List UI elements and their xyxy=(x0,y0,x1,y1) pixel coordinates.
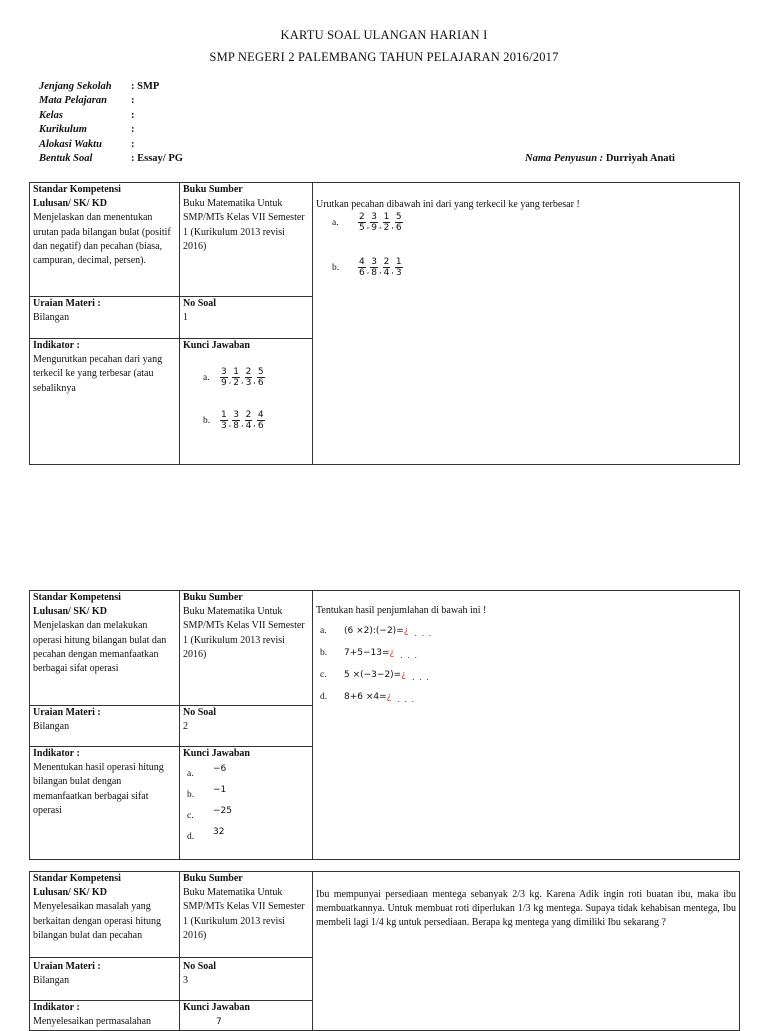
uraian-cell: Uraian Materi : Bilangan xyxy=(33,961,101,987)
meta-kelas: Kelas : xyxy=(39,109,135,121)
question-cell xyxy=(316,198,736,278)
question-text: Tentukan hasil penjumlahan di bawah ini ! xyxy=(316,605,487,616)
meta-jenjang: Jenjang Sekolah : SMP xyxy=(39,81,160,92)
answer-item: c. −25 xyxy=(187,805,232,821)
sk-cell: Standar Kompetensi Lulusan/ SK/ KD Menyelesaikan masalah yang berkaitan dengan operasi hitung bilangan bulat dan pecahan xyxy=(33,872,176,943)
question-cell xyxy=(316,888,736,931)
answer-item: a. $\frac{3}{9}$ , $\frac{1}{2}$ , $\frac{2}{3}$ , $\frac{5}{6}$ xyxy=(203,367,264,389)
buku-cell: Buku Sumber Buku Matematika Untuk SMP/MTs Kelas VII Semester 1 (Kurikulum 2013 revisi 2016) xyxy=(183,183,309,254)
buku-cell: Buku Sumber Buku Matematika Untuk SMP/MTs Kelas VII Semester 1 (Kurikulum 2013 revisi 2016) xyxy=(183,591,309,662)
question-item: c. 5 ×(−3−2)= ¿ . . . xyxy=(320,670,430,683)
question-text: Ibu mempunyai persediaan mentega sebanyak 2/3 kg. Karena Adik ingin roti buatan ibu, maka ibu membuatkannya. Untuk membuat roti diperlukan 1/3 kg mentega. Supaya tidak kehabisan mentega, Ibu membeli lagi 1/4 kg untuk persediaan. Berapa kg mentega yang dimiliki Ibu sekarang ? xyxy=(316,889,736,929)
sk-cell: Standar Kompetensi Lulusan/ SK/ KD Menjelaskan dan melakukan operasi hitung bilangan bulat dan pecahan dengan memanfaatkan berbagai sifat operasi xyxy=(33,591,176,676)
no-soal-cell: No Soal 2 xyxy=(183,707,217,733)
page-subtitle: SMP NEGERI 2 PALEMBANG TAHUN PELAJARAN 2016/2017 xyxy=(209,50,559,64)
no-soal-cell: No Soal 1 xyxy=(183,298,217,324)
sk-cell: Standar Kompetensi Lulusan/ SK/ KD Menjelaskan dan menentukan urutan pada bilangan bulat (positif dan negatif) dan pecahan (biasa, campuran, decimal, persen). xyxy=(33,183,176,268)
question-item: a. $\frac{2}{5}$ , $\frac{3}{9}$ , $\frac{1}{2}$ , $\frac{5}{6}$ xyxy=(332,212,402,234)
answer-item: d. 32 xyxy=(187,826,225,842)
buku-cell: Buku Sumber Buku Matematika Untuk SMP/MTs Kelas VII Semester 1 (Kurikulum 2013 revisi 2016) xyxy=(183,872,309,943)
kunci-cell: Kunci Jawaban a. $\frac{3}{9}$ , $\frac{1}{2}$ , $\frac{2}{3}$ , $\frac{5}{6}$ b. $\frac{1}{3}$ , $\frac{3}{8}$ , $\frac{2}{4}$ , $\frac{4}{6}$ xyxy=(183,339,309,431)
indikator-cell: Indikator : Mengurutkan pecahan dari yang terkecil ke yang terbesar (atau sebaliknya xyxy=(33,340,163,394)
meta-bentuk: Bentuk Soal : Essay/ PG xyxy=(39,153,183,165)
question-item: d. 8+6 ×4= ¿ . . . xyxy=(320,692,416,705)
question-card-2 xyxy=(29,590,740,860)
buku-text: Buku Matematika Untuk SMP/MTs Kelas VII Semester 1 (Kurikulum 2013 revisi 2016) xyxy=(183,198,305,252)
uraian-cell: Uraian Materi : Bilangan xyxy=(33,298,101,324)
question-item: a. (6 ×2):(−2)= ¿ . . . xyxy=(320,626,433,639)
kunci-cell: Kunci Jawaban a. −6 b. −1 c. −25 d. 32 xyxy=(183,747,309,847)
sk-text: Menjelaskan dan menentukan urutan pada bilangan bulat (positif dan negatif) dan pecahan (biasa, campuran, decimal, persen). xyxy=(33,212,171,267)
question-card-3 xyxy=(29,871,740,1031)
question-cell xyxy=(316,604,736,708)
no-soal-cell: No Soal 3 xyxy=(183,961,217,987)
question-item: b. $\frac{4}{6}$ , $\frac{3}{8}$ , $\frac{2}{4}$ , $\frac{1}{3}$ xyxy=(332,257,402,279)
question-item: b. 7+5−13= ¿ . . . xyxy=(320,648,419,661)
meta-block xyxy=(39,80,183,166)
meta-mapel: Mata Pelajaran : xyxy=(39,95,135,107)
uraian-cell: Uraian Materi : Bilangan xyxy=(33,707,101,733)
meta-alokasi: Alokasi Waktu : xyxy=(39,138,135,150)
meta-kurikulum: Kurikulum : xyxy=(39,124,135,136)
question-text: Urutkan pecahan dibawah ini dari yang terkecil ke yang terbesar ! xyxy=(316,199,580,210)
sk-text: Menyelesaikan masalah yang berkaitan dengan operasi hitung bilangan bulat dan pecahan xyxy=(33,901,162,941)
buku-text: Buku Matematika Untuk SMP/MTs Kelas VII Semester 1 (Kurikulum 2013 revisi 2016) xyxy=(183,606,305,660)
answer-item: b. $\frac{1}{3}$ , $\frac{3}{8}$ , $\frac{2}{4}$ , $\frac{4}{6}$ xyxy=(203,410,264,432)
page-title: KARTU SOAL ULANGAN HARIAN I xyxy=(280,28,488,42)
question-card-1 xyxy=(29,182,740,465)
kunci-cell: Kunci Jawaban 7 xyxy=(183,1002,250,1028)
indikator-cell: Indikator : Menyelesaikan permasalahan xyxy=(33,1002,152,1028)
penyusun: Nama Penyusun : Durriyah Anati xyxy=(525,153,675,164)
indikator-cell: Indikator : Menentukan hasil operasi hitung bilangan bulat dengan memanfaatkan berbagai sifat operasi xyxy=(33,748,164,816)
answer-item: b. −1 xyxy=(187,784,227,800)
buku-text: Buku Matematika Untuk SMP/MTs Kelas VII Semester 1 (Kurikulum 2013 revisi 2016) xyxy=(183,887,305,941)
answer-item: a. −6 xyxy=(187,763,227,779)
sk-text: Menjelaskan dan melakukan operasi hitung bilangan bulat dan pecahan dengan memanfaatkan berbagai sifat operasi xyxy=(33,620,167,675)
